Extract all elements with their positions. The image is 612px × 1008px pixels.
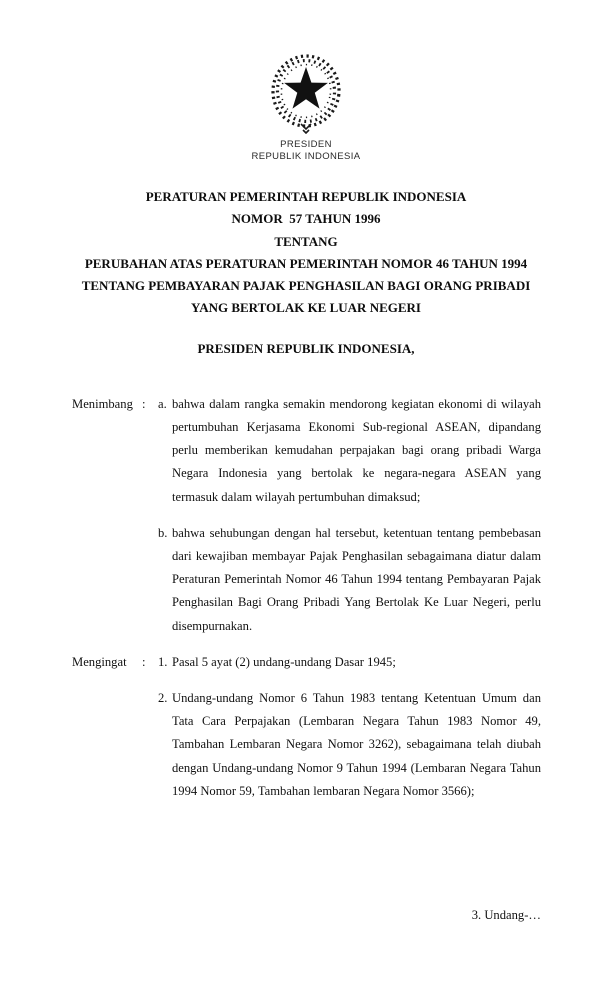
- item-marker-a: a.: [158, 396, 167, 411]
- regulation-title: [0, 186, 612, 320]
- section-label-menimbang: Menimbang: [72, 396, 133, 411]
- letterhead-presiden-label: PRESIDEN: [280, 139, 332, 150]
- section-label-mengingat: Mengingat: [72, 654, 127, 669]
- salutation: PRESIDEN REPUBLIK INDONESIA,: [197, 340, 415, 356]
- section-colon: :: [142, 396, 146, 411]
- letterhead: [0, 0, 612, 162]
- presidential-star-wreath-seal-icon: [267, 54, 345, 134]
- star-icon: [284, 67, 328, 109]
- clause-menimbang-b: [72, 522, 541, 638]
- letterhead-republik-indonesia-label: REPUBLIK INDONESIA: [251, 150, 361, 162]
- title-line-subject-3: YANG BERTOLAK KE LUAR NEGERI: [191, 300, 421, 316]
- item-text-2: Undang-undang Nomor 6 Tahun 1983 tentang Ketentuan Umum dan Tata Cara Perpajakan (Lembaran Negara Tahun 1983 Nomor 49, Tambahan Lembaran Negara Nomor 3262), sebagaimana telah diubah dengan Undang-undang Nomor 9 Tahun 1994 (Lembaran Negara Tahun 1994 Nomor 59, Tambahan lembaran Negara Nomor 3566);: [172, 691, 541, 798]
- considerations: [0, 393, 612, 803]
- title-line-1: PERATURAN PEMERINTAH REPUBLIK INDONESIA: [145, 189, 467, 204]
- item-marker-b: b.: [158, 525, 168, 540]
- title-line-tentang: TENTANG: [274, 233, 338, 249]
- item-marker-1: 1.: [158, 654, 168, 669]
- title-line-number: NOMOR 57 TAHUN 1996: [231, 211, 381, 227]
- item-text-a: bahwa dalam rangka semakin mendorong kegiatan ekonomi di wilayah pertumbuhan Kerjasama Ekonomi Sub-regional ASEAN, dipandang perlu memberikan kemudahan perpajakan bagi orang pribadi Warga Negara Indonesia yang bertolak ke negara-negara ASEAN yang termasuk dalam wilayah pertumbuhan dimaksud;: [172, 396, 541, 504]
- clause-menimbang-a: [72, 393, 541, 509]
- title-line-subject-1: PERUBAHAN ATAS PERATURAN PEMERINTAH NOMOR 46 TAHUN 1994: [84, 255, 528, 271]
- title-line-subject-2: TENTANG PEMBAYARAN PAJAK PENGHASILAN BAGI ORANG PRIBADI: [81, 278, 531, 294]
- catchword-next-page: 3. Undang-…: [471, 908, 541, 922]
- clause-mengingat-1: [72, 651, 541, 674]
- section-colon: :: [142, 654, 146, 669]
- clause-mengingat-2: [72, 687, 541, 803]
- item-text-b: bahwa sehubungan dengan hal tersebut, ketentuan tentang pembebasan dari kewajiban membayar Pajak Penghasilan sebagaimana diatur dalam Peraturan Pemerintah Nomor 46 Tahun 1994 tentang Pembayaran Pajak Penghasilan Bagi Orang Pribadi Yang Bertolak Ke Luar Negeri, perlu disempurnakan.: [172, 525, 541, 633]
- item-text-1: Pasal 5 ayat (2) undang-undang Dasar 1945;: [172, 654, 396, 669]
- item-marker-2: 2.: [158, 691, 168, 706]
